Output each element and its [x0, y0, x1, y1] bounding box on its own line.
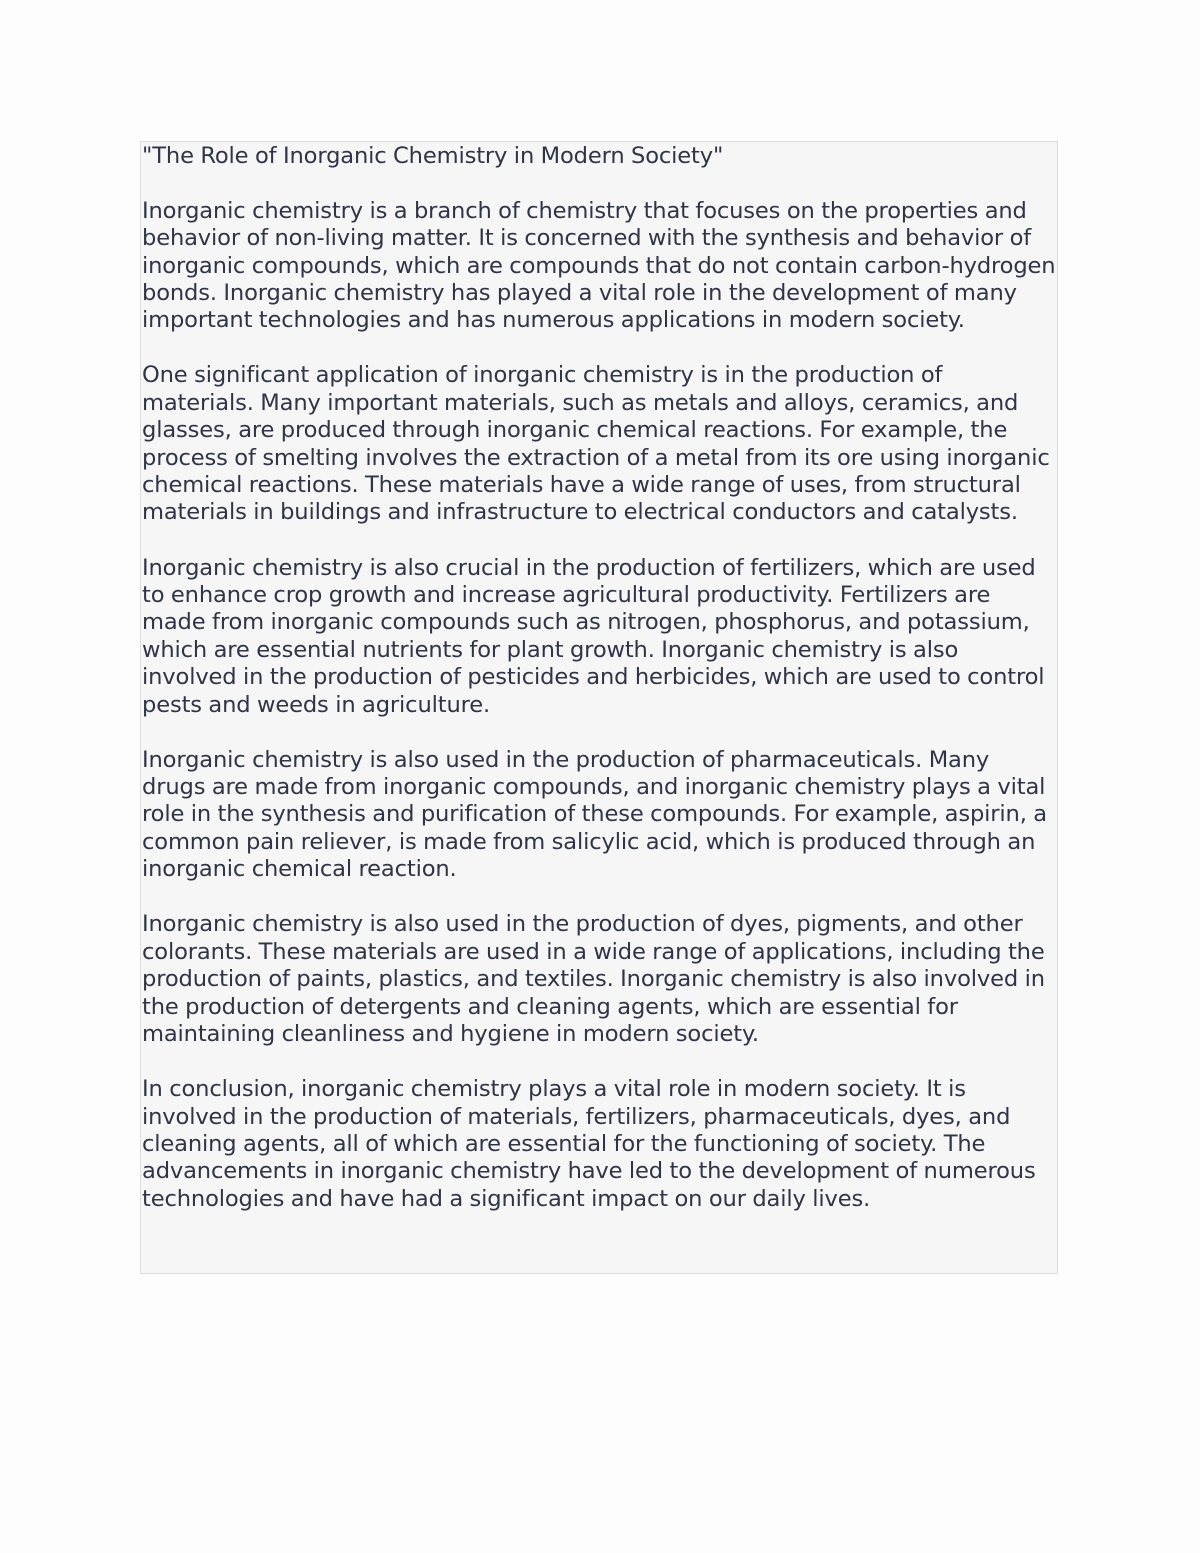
paragraph-materials: One significant application of inorganic chemistry is in the production of materials. Many important materials, such as metals and alloys, ceramics, and glasses, are produced through inorganic chemical reactions. For example, the process of smelting involves the extraction of a metal from its ore using inorganic chemical reactions. These materials have a wide range of uses, from structural materials in buildings and infrastructure to electrical conductors and catalysts.	[142, 362, 1050, 526]
document-text-box	[140, 141, 1058, 1274]
paragraph-fertilizers: Inorganic chemistry is also crucial in the production of fertilizers, which are used to enhance crop growth and increase agricultural productivity. Fertilizers are made from inorganic compounds such as nitrogen, phosphorus, and potassium, which are essential nutrients for plant growth. Inorganic chemistry is also involved in the production of pesticides and herbicides, which are used to control pests and weeds in agriculture.	[142, 554, 1045, 718]
paragraph-conclusion: In conclusion, inorganic chemistry plays a vital role in modern society. It is involved in the production of materials, fertilizers, pharmaceuticals, dyes, and cleaning agents, all of which are essential for the functioning of society. The advancements in inorganic chemistry have led to the development of numerous technologies and have had a significant impact on our daily lives.	[142, 1076, 1036, 1212]
paragraph-introduction: Inorganic chemistry is a branch of chemistry that focuses on the properties and behavior of non-living matter. It is concerned with the synthesis and behavior of inorganic compounds, which are compounds that do not contain carbon-hydrogen bonds. Inorganic chemistry has played a vital role in the development of many important technologies and has numerous applications in modern society.	[142, 197, 1056, 334]
paragraph-pharmaceuticals: Inorganic chemistry is also used in the production of pharmaceuticals. Many drugs are made from inorganic compounds, and inorganic chemistry plays a vital role in the synthesis and purification of these compounds. For example, aspirin, a common pain reliever, is made from salicylic acid, which is produced through an inorganic chemical reaction.	[142, 746, 1047, 883]
paragraph-dyes-pigments: Inorganic chemistry is also used in the production of dyes, pigments, and other colorants. These materials are used in a wide range of applications, including the production of paints, plastics, and textiles. Inorganic chemistry is also involved in the production of detergents and cleaning agents, which are essential for maintaining cleanliness and hygiene in modern society.	[142, 911, 1045, 1047]
document-body	[142, 142, 1057, 1213]
document-title: "The Role of Inorganic Chemistry in Modern Society"	[142, 143, 724, 169]
